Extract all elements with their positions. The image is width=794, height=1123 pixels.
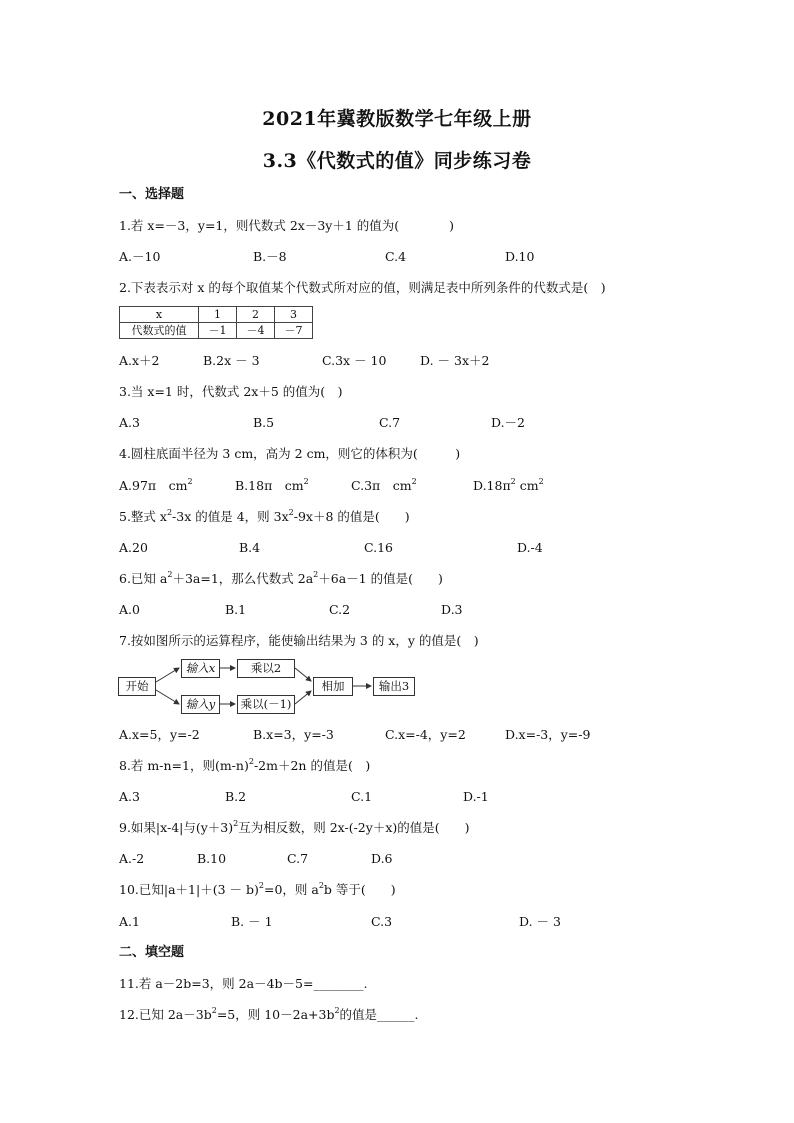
flow-input-y-box: 输入y <box>181 695 220 714</box>
q7-option-a: A.x=5，y=-2 <box>119 727 200 742</box>
document-subtitle: 3.3《代数式的值》同步练习卷 <box>262 150 532 172</box>
q5-option-a: A.20 <box>119 540 148 555</box>
q10-option-b: B. － 1 <box>231 914 273 929</box>
question-2-stem: 2.下表表示对 x 的每个取值某个代数式所对应的值，则满足表中所列条件的代数式是( ) <box>119 280 606 295</box>
flow-output-box: 输出3 <box>373 677 415 696</box>
q5-option-b: B.4 <box>239 540 261 555</box>
q3-option-d: D.－2 <box>491 415 526 430</box>
q2-option-b: B.2x － 3 <box>203 353 260 368</box>
q10-option-a: A.1 <box>119 914 140 929</box>
table-cell: －1 <box>199 323 237 339</box>
q8-option-c: C.1 <box>351 789 373 804</box>
question-4-stem: 4.圆柱底面半径为 3 cm，高为 2 cm，则它的体积为( ) <box>119 446 461 461</box>
section-heading-choice: 一、选择题 <box>119 187 185 202</box>
q8-option-d: D.-1 <box>463 789 489 804</box>
question-8-stem: 8.若 m-n=1，则$(m-n)^2-2m+2n$ 的值是( ) <box>119 757 371 773</box>
q7-option-d: D.x=-3，y=-9 <box>505 727 591 742</box>
q3-option-b: B.5 <box>253 415 275 430</box>
table-cell: －4 <box>237 323 275 339</box>
q7-flowchart <box>116 654 426 718</box>
question-10-stem: 10.已知$|a+1|+(3 - b)^2=0$，则 $a^2b$ 等于( ) <box>119 881 396 897</box>
flow-add-box: 相加 <box>313 677 353 696</box>
flow-input-x-box: 输入x <box>181 659 220 678</box>
question-11-stem: 11.若 a－2b=3，则 2a－4b－5=________. <box>119 976 368 991</box>
q1-option-c: C.4 <box>385 249 407 264</box>
flow-multiply-2-box: 乘以2 <box>237 659 295 678</box>
q5-option-d: D.-4 <box>517 540 543 555</box>
question-1-stem: 1.若 x=－3，y=1，则代数式 2x－3y＋1 的值为( ) <box>119 218 455 233</box>
table-row <box>120 307 313 323</box>
question-6-stem: 6.已知 $a^2+3a=1$，那么代数式 $2a^2+6a-1$ 的值是( ) <box>119 570 443 586</box>
q1-option-d: D.10 <box>505 249 535 264</box>
q1-option-a: A.－10 <box>119 249 161 264</box>
table-cell: 代数式的值 <box>120 323 199 339</box>
flow-multiply-neg1-box: 乘以(－1) <box>237 695 295 714</box>
q10-option-c: C.3 <box>371 914 393 929</box>
question-7-stem: 7.按如图所示的运算程序，能使输出结果为 3 的 x，y 的值是( ) <box>119 633 479 648</box>
q2-option-c: C.3x － 10 <box>322 353 387 368</box>
table-cell: 3 <box>275 307 313 323</box>
q6-option-a: A.0 <box>119 602 140 617</box>
table-cell: 2 <box>237 307 275 323</box>
q7-option-b: B.x=3，y=-3 <box>253 727 334 742</box>
q6-option-b: B.1 <box>225 602 247 617</box>
q2-option-a: A.x＋2 <box>119 353 160 368</box>
table-cell: －7 <box>275 323 313 339</box>
q2-value-table <box>119 306 313 339</box>
q8-option-a: A.3 <box>119 789 140 804</box>
q9-option-c: C.7 <box>287 851 309 866</box>
question-5-stem: 5.整式 $x^2-3x$ 的值是 4，则 $3x^2-9x+8$ 的值是( ) <box>119 508 410 524</box>
q7-option-c: C.x=-4，y=2 <box>385 727 466 742</box>
question-12-stem: 12.已知 $2a-3b^2=5$，则 $10-2a+3b^2$的值是______. <box>119 1006 419 1022</box>
q3-option-c: C.7 <box>379 415 401 430</box>
q4-option-b: B.18π $cm^2$ <box>235 477 309 493</box>
q6-option-c: C.2 <box>329 602 351 617</box>
q2-option-d: D. － 3x＋2 <box>420 353 490 368</box>
flow-start-box: 开始 <box>118 677 156 696</box>
question-9-stem: 9.如果|x-4|与$(y+3)^2$互为相反数，则 2x-(-2y＋x)的值是( ) <box>119 819 470 835</box>
q1-option-b: B.－8 <box>253 249 287 264</box>
q4-option-d: $D.18\pi^2$ $cm^2$ <box>473 477 544 493</box>
q9-option-b: B.10 <box>197 851 227 866</box>
table-cell: 1 <box>199 307 237 323</box>
q6-option-d: D.3 <box>441 602 463 617</box>
question-3-stem: 3.当 x=1 时，代数式 2x＋5 的值为( ) <box>119 384 343 399</box>
q5-option-c: C.16 <box>364 540 393 555</box>
q3-option-a: A.3 <box>119 415 140 430</box>
section-heading-fill: 二、填空题 <box>119 945 185 960</box>
q4-option-c: C.3π $cm^2$ <box>351 477 417 493</box>
table-row <box>120 323 313 339</box>
q10-option-d: D. － 3 <box>519 914 561 929</box>
q8-option-b: B.2 <box>225 789 247 804</box>
document-title: 2021年冀教版数学七年级上册 <box>262 108 532 130</box>
table-cell: x <box>120 307 199 323</box>
q9-option-d: D.6 <box>371 851 393 866</box>
q4-option-a: A.97π $cm^2$ <box>119 477 193 493</box>
q9-option-a: A.-2 <box>119 851 145 866</box>
